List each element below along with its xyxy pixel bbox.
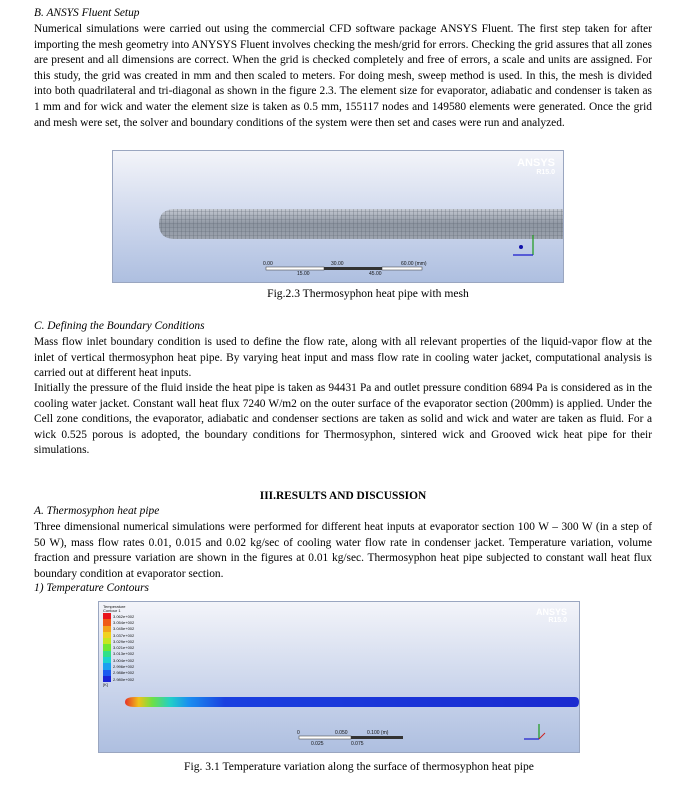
scale-label-0075: 0.075 <box>351 741 364 747</box>
results-body: Three dimensional numerical simulations were performed for different heat inputs at evaporator section 100 W – 300 W (in a step of 50 W), mass flow rates 0.01, 0.015 and 0.02 kg/sec of cooling water flow rate in condenser jacket. Temperature variation, volume fraction and pressure variation are shown in the figures at 0.01 kg/sec. Thermosyphon heat pipe subjected to constant wall heat flux boundary condition at evaporator section. <box>34 521 652 580</box>
results-section-title: III.RESULTS AND DISCUSSION <box>259 490 427 502</box>
section-c-para1: Mass flow inlet boundary condition is used to define the flow rate, along with all relevant properties of the liquid-vapor flow at the inlet of vertical thermosyphon heat pipe. By varying heat input and mass flow rate in cooling water jacket, computational analysis is carried out at different heat inputs. <box>34 336 652 380</box>
figure-3-1-caption: Fig. 3.1 Temperature variation along the surface of thermosyphon heat pipe <box>184 760 534 773</box>
scale-label-0100: 0.100 (m) <box>367 730 389 736</box>
scale-label-60: 60.00 (mm) <box>401 261 427 267</box>
subsection-a-heading: A. Thermosyphon heat pipe <box>34 505 160 517</box>
section-b-heading: B. ANSYS Fluent Setup <box>34 7 140 19</box>
ansys-logo: ANSYS R15.0 <box>535 607 567 624</box>
section-b-body: Numerical simulations were carried out using the commercial CFD software package ANSYS Fluent. The first step taken for after importing the mesh geometry into ANYSYS Fluent involves checking the mesh/grid for errors. Checking the grid assures that all zones are present and all dimensions are correct. When the grid is checked completely and free of errors, a scale and units are assigned. For this study, the grid was created in mm and then scaled to meters. For doing mesh, sweep method is used. In this, the mesh is divided into both quadrilateral and tri-diagonal as shown in the figure 2.3. The element size for evaporator, adiabatic and condenser is taken as 1 mm and for wick and water the element size is taken as 0.5 mm, 155117 nodes and 149580 elements were generated. Once the grid and mesh were set, the solver and boundary conditions of the system were then set and cases were run and analyzed. <box>34 23 652 129</box>
scale-label-15: 15.00 <box>297 271 310 277</box>
scale-label-0: 0 <box>297 730 300 736</box>
section-c-para2: Initially the pressure of the fluid inside the heat pipe is taken as 94431 Pa and outlet pressure condition 6894 Pa is considered as in the cooling water jacket. Constant wall heat flux 7240 W/m2 on the outer surface of the evaporator section (200mm) is applied. Under the Cell zone conditions, the evaporator, adiabatic and condenser sections are taken as solid and wick and water are taken as fluid. For a wick 0.525 porous is adopted, the boundary conditions for Thermosyphon, sintered wick and Grooved wick heat pipe for their simulations. <box>34 382 652 457</box>
scale-label-0: 0.00 <box>263 261 273 267</box>
legend-title: Temperature <box>103 604 126 609</box>
legend-subtitle: Contour 1 <box>103 608 121 613</box>
legend-value: 3.037e+002 <box>113 632 135 638</box>
legend-value: 3.004e+002 <box>113 657 135 663</box>
legend-value: 3.054e+002 <box>113 619 135 625</box>
scale-label-45: 45.00 <box>369 271 382 277</box>
legend-value: 2.980e+002 <box>113 676 135 682</box>
legend-value: 3.062e+002 <box>113 613 135 619</box>
legend-value: 3.029e+002 <box>113 638 135 644</box>
scale-label-30: 30.00 <box>331 261 344 267</box>
figure-2-3-mesh <box>112 150 564 283</box>
scale-label-0050: 0.050 <box>335 730 348 736</box>
legend-value: 2.988e+002 <box>113 670 135 676</box>
legend-value: 3.013e+002 <box>113 651 135 657</box>
figure-2-3-caption: Fig.2.3 Thermosyphon heat pipe with mesh <box>267 287 469 300</box>
scale-bar <box>299 736 403 739</box>
figure-3-1-temperature-contour <box>98 601 580 753</box>
legend-value: 3.045e+002 <box>113 626 135 632</box>
legend-value: 3.021e+002 <box>113 645 135 651</box>
scale-label-0025: 0.025 <box>311 741 324 747</box>
axis-triad-icon <box>524 724 545 739</box>
ansys-logo: ANSYS R15.0 <box>517 157 555 176</box>
legend-value: 2.996e+002 <box>113 664 135 670</box>
subsection-1-heading: 1) Temperature Contours <box>34 582 149 594</box>
section-c-heading: C. Defining the Boundary Conditions <box>34 320 205 332</box>
legend-unit: [K] <box>103 682 108 688</box>
scale-bar <box>266 267 422 270</box>
